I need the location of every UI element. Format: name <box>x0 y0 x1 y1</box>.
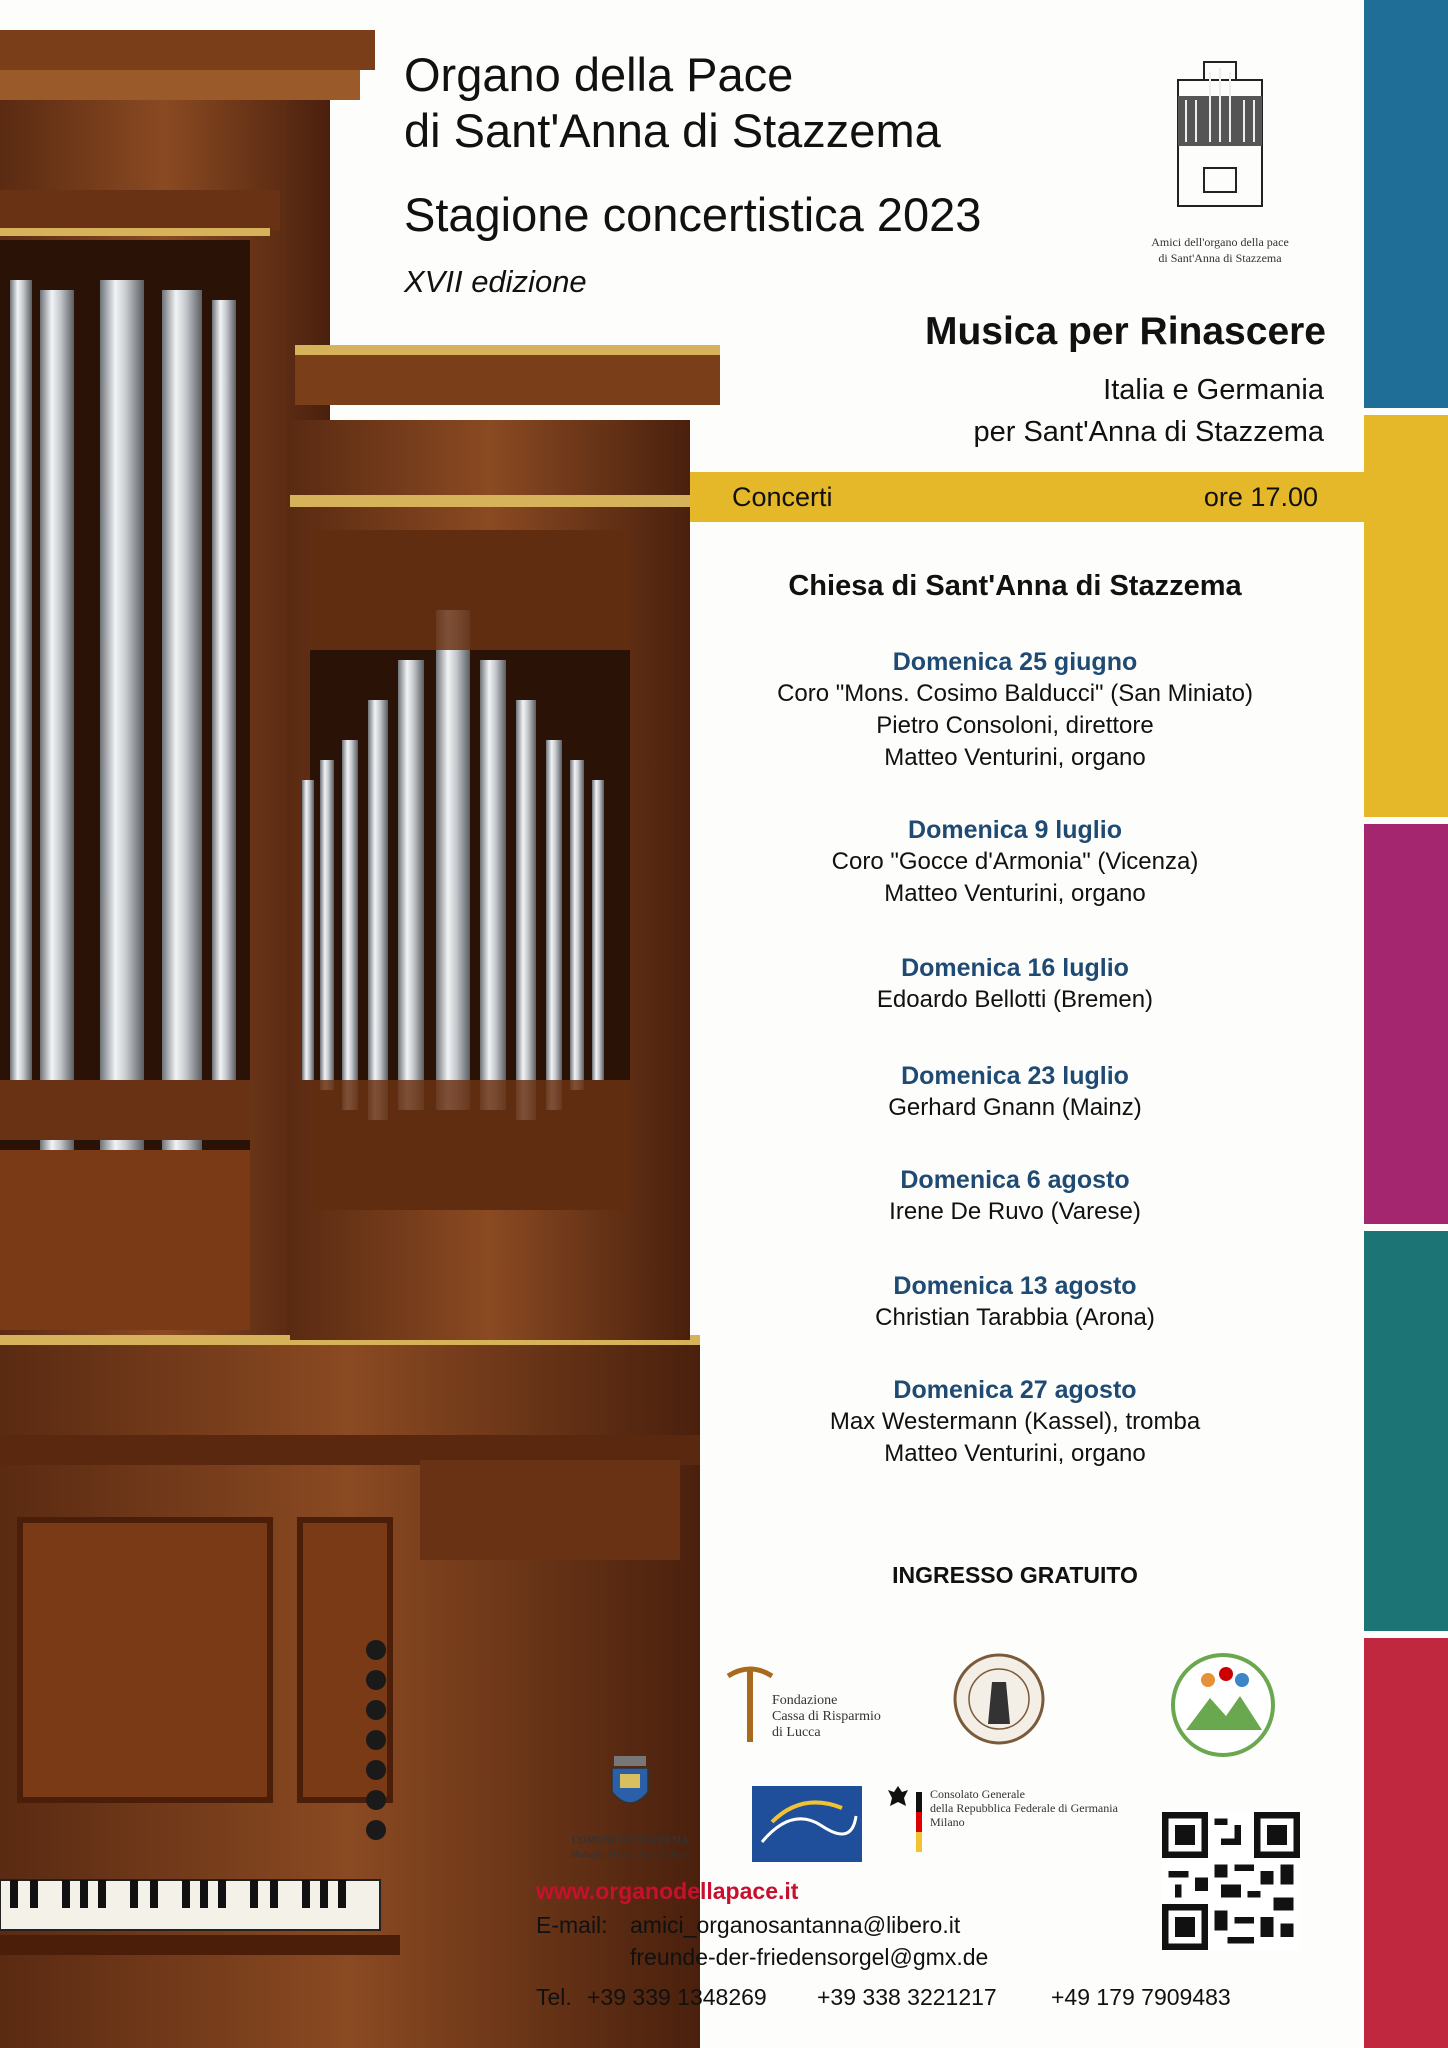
stripe-magenta <box>1364 824 1448 1224</box>
event-3 <box>700 952 1330 1016</box>
fondazione-line-3: di Lucca <box>772 1725 821 1740</box>
event-date: Domenica 6 agosto <box>900 1166 1130 1194</box>
event-date: Domenica 16 luglio <box>901 954 1129 982</box>
email-label: E-mail: <box>536 1912 608 1938</box>
event-4 <box>700 1060 1330 1124</box>
parco-logo <box>752 1786 862 1862</box>
event-performer: Edoardo Bellotti (Bremen) <box>876 986 1154 1013</box>
subtitle-line-1: Italia e Germania <box>1103 374 1324 406</box>
event-performer: Coro "Mons. Cosimo Balducci" (San Miniato) <box>777 680 1253 707</box>
email-1[interactable]: amici_organosantanna@libero.it <box>630 1912 961 1938</box>
concert-label: Concerti <box>732 482 833 512</box>
event-date: Domenica 13 agosto <box>893 1272 1137 1300</box>
paesaggi-logo <box>1168 1650 1278 1760</box>
subtitle-line-2: per Sant'Anna di Stazzema <box>973 416 1324 448</box>
event-performer: Pietro Consoloni, direttore <box>876 712 1154 739</box>
consolato-line-3: Milano <box>930 1815 965 1829</box>
fondazione-line-2: Cassa di Risparmio <box>772 1709 881 1724</box>
event-date: Domenica 23 luglio <box>901 1062 1129 1090</box>
title-line-1: Organo della Pace <box>404 48 794 101</box>
subtitle-main: Musica per Rinascere <box>924 310 1326 353</box>
title-line-2: di Sant'Anna di Stazzema <box>404 104 941 157</box>
event-6 <box>700 1270 1330 1334</box>
comune-line-1: COMUNE DI STAZZEMA <box>571 1835 689 1846</box>
stripe-blue <box>1364 0 1448 408</box>
amici-logo-caption-2: di Sant'Anna di Stazzema <box>1158 251 1282 265</box>
event-performer: Gerhard Gnann (Mainz) <box>888 1094 1142 1121</box>
phone-1[interactable]: +39 339 1348269 <box>587 1984 767 2010</box>
stripe-teal <box>1364 1231 1448 1631</box>
comune-line-2: Medaglia d'Oro al Valor Militare <box>570 1849 690 1859</box>
amici-logo-caption-1: Amici dell'organo della pace <box>1151 235 1289 249</box>
event-date: Domenica 27 agosto <box>893 1376 1137 1404</box>
stripe-red <box>1364 1638 1448 2048</box>
event-performer: Matteo Venturini, organo <box>884 1440 1146 1467</box>
event-performer: Matteo Venturini, organo <box>884 744 1146 771</box>
email-2[interactable]: freunde-der-friedensorgel@gmx.de <box>630 1944 989 1970</box>
event-performer: Matteo Venturini, organo <box>884 880 1146 907</box>
event-5 <box>700 1164 1330 1228</box>
organ-illustration <box>0 0 720 2048</box>
admission-label: INGRESSO GRATUITO <box>892 1562 1138 1588</box>
concert-bar <box>680 472 1364 522</box>
concert-time: ore 17.00 <box>1203 482 1318 512</box>
website-link[interactable]: www.organodellapace.it <box>536 1878 799 1904</box>
event-2 <box>700 814 1330 910</box>
event-performer: Max Westermann (Kassel), tromba <box>829 1408 1201 1435</box>
event-date: Domenica 9 luglio <box>908 816 1122 844</box>
martiri-seal-icon <box>952 1652 1046 1746</box>
consolato-line-1: Consolato Generale <box>930 1787 1025 1801</box>
fondazione-logo <box>724 1658 776 1744</box>
event-performer: Christian Tarabbia (Arona) <box>875 1304 1155 1331</box>
phone-2[interactable]: +39 338 3221217 <box>817 1984 997 2010</box>
qr-code[interactable] <box>1162 1812 1300 1950</box>
phone-3[interactable]: +49 179 7909483 <box>1051 1984 1231 2010</box>
event-1 <box>700 646 1330 774</box>
stazzema-crest-icon <box>608 1754 652 1814</box>
event-performer: Irene De Ruvo (Varese) <box>889 1198 1141 1225</box>
eagle-icon <box>886 1784 910 1810</box>
event-date: Domenica 25 giugno <box>892 648 1138 676</box>
edition-label: XVII edizione <box>404 264 587 299</box>
phone-label: Tel. <box>536 1984 572 2010</box>
venue-title: Chiesa di Sant'Anna di Stazzema <box>788 570 1242 602</box>
event-performer: Coro "Gocce d'Armonia" (Vicenza) <box>831 848 1199 875</box>
stripe-yellow <box>1364 415 1448 817</box>
fondazione-line-1: Fondazione <box>772 1693 838 1708</box>
season-title: Stagione concertistica 2023 <box>404 188 982 241</box>
event-7 <box>700 1374 1330 1470</box>
consolato-line-2: della Repubblica Federale di Germania <box>930 1801 1118 1815</box>
germany-flag <box>916 1792 922 1852</box>
amici-organo-logo <box>1170 58 1270 228</box>
